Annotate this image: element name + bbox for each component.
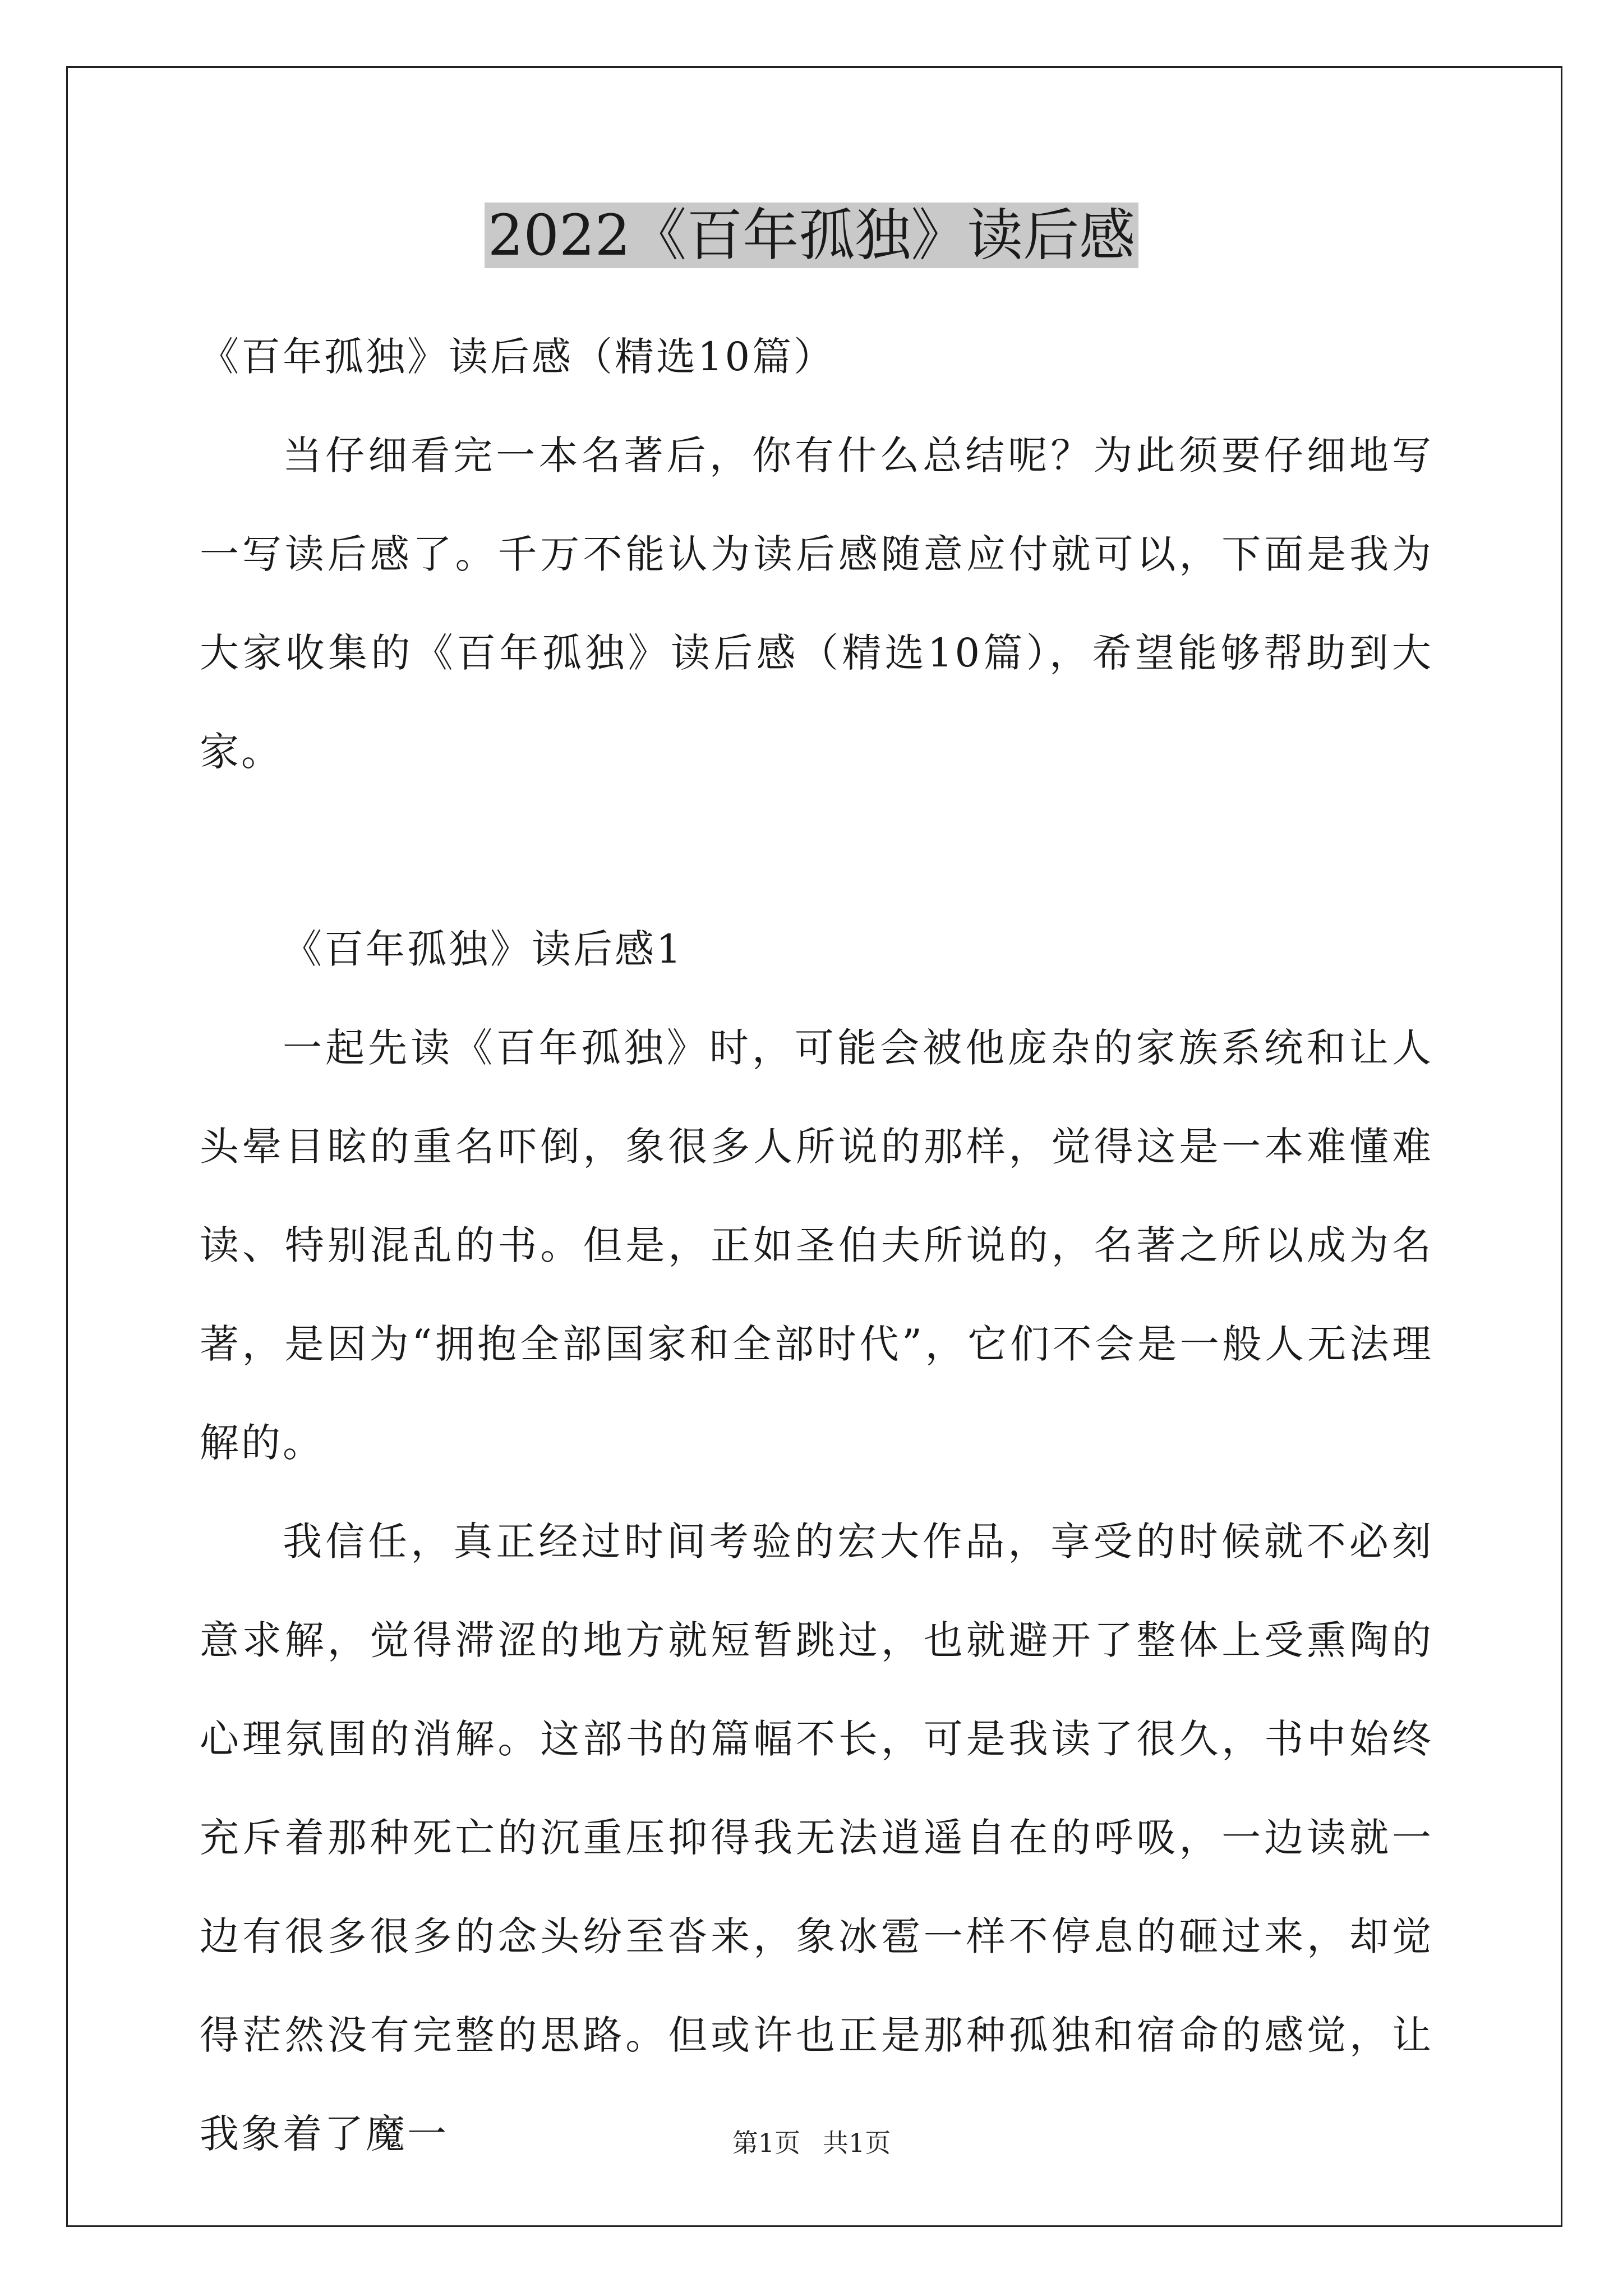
document-subtitle: 《百年孤独》读后感（精选10篇） <box>200 334 836 380</box>
document-body <box>200 307 1433 2183</box>
document-title <box>0 196 1623 275</box>
intro-paragraph: 当仔细看完一本名著后，你有什么总结呢？为此须要仔细地写一写读后感了。千万不能认为读后感随意应付就可以，下面是我为大家收集的《百年孤独》读后感（精选10篇），希望能够帮助到大家。 <box>200 432 1433 775</box>
body-paragraph-1: 一起先读《百年孤独》时，可能会被他庞杂的家族系统和让人头晕目眩的重名吓倒，象很多人所说的那样，觉得这是一本难懂难读、特别混乱的书。但是，正如圣伯夫所说的，名著之所以成为名著，是因为“拥抱全部国家和全部时代”，它们不会是一般人无法理解的。 <box>200 1025 1433 1466</box>
title-text: 2022《百年孤独》读后感 <box>485 203 1139 268</box>
body-paragraph-2: 我信任，真正经过时间考验的宏大作品，享受的时候就不必刻意求解，觉得滞涩的地方就短暂跳过，也就避开了整体上受熏陶的心理氛围的消解。这部书的篇幅不长，可是我读了很久，书中始终充斥着那种死亡的沉重压抑得我无法逍遥自在的呼吸，一边读就一边有很多很多的念头纷至沓来，象冰雹一样不停息的砸过来，却觉得茫然没有完整的思路。但或许也正是那种孤独和宿命的感觉，让我象着了魔一 <box>200 1519 1433 2157</box>
page-total: 共1页 <box>823 2128 891 2158</box>
page-number: 第1页 <box>732 2128 800 2158</box>
page-footer <box>0 2126 1623 2160</box>
section-heading: 《百年孤独》读后感1 <box>283 926 684 972</box>
